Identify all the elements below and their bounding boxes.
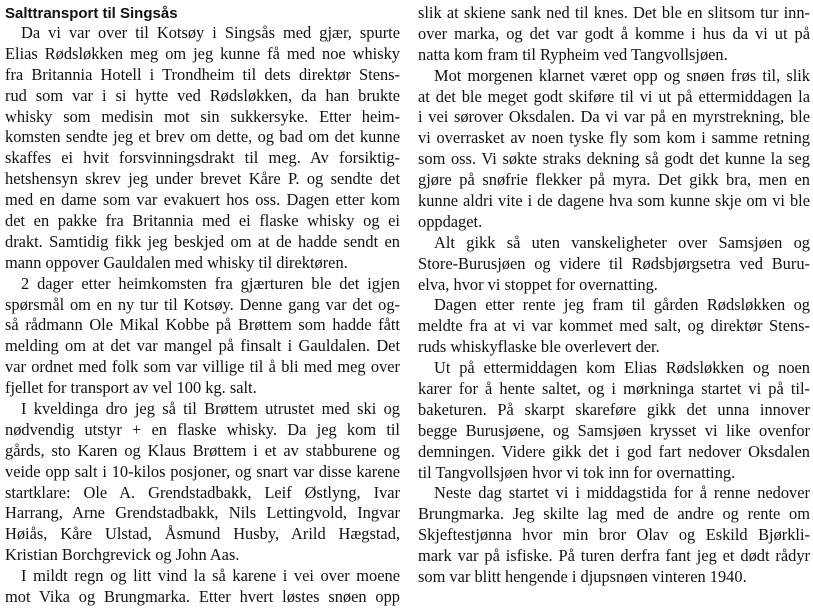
text-line: Brungmarka. Jeg skilte lag med de andre og rente om <box>418 504 810 524</box>
text-line: demningen. Videre gikk det i god fart nedover Oksdalen <box>418 441 810 461</box>
text-line: i vei sørover Oksdalen. Da vi var på en myrstrekning, ble <box>418 107 810 127</box>
text-line: kunne aldri vite i de dagene hva som kunne skje om vi ble <box>418 191 810 211</box>
text-line: Skjeftestjønna hvor min bror Olav og Eskild Bjørkli- <box>418 525 810 545</box>
text-line: meldte fra at vi var kommet med salt, og direktør Stens- <box>418 316 810 336</box>
text-line: med en dame som var evakuert hos oss. Dagen etter kom <box>5 190 400 210</box>
text-line: som var blitt hengende i djupsnøen vinteren 1940. <box>418 567 747 587</box>
text-line: Neste dag startet vi i middagstida for å renne nedover <box>434 483 810 503</box>
text-line: Dagen etter rente jeg fram til gården Rødsløkken og <box>434 295 810 315</box>
text-line: over marka, og det var godt å komme i hus da vi ut på <box>418 23 810 43</box>
text-line: Ut på ettermiddagen kom Elias Rødsløkken og noen <box>434 358 810 378</box>
text-line: skaffes ei hvit forsvinningsdrakt til meg. Av forsiktig- <box>5 148 400 168</box>
text-line: fjellet for transport av vel 100 kg. salt. <box>5 378 257 398</box>
text-line: så rådmann Ole Mikal Kobbe på Brøttem som hadde fått <box>5 315 400 335</box>
text-line: Alt gikk så uten vanskeligheter over Samsjøen og <box>434 232 810 252</box>
left-column <box>5 0 400 608</box>
text-line: drakt. Samtidig fikk jeg beskjed om at de hadde sendt en <box>5 231 400 251</box>
text-line: fra Britannia Hotell i Trondheim til dets direktør Stens- <box>5 64 400 84</box>
text-line: komsten sendte jeg et brev om dette, og bad om det kunne <box>5 127 400 147</box>
text-line: mann oppover Gauldalen med whisky til direktøren. <box>5 252 348 272</box>
text-line: mark var på isfiske. På turen derfra fant jeg et dødt rådyr <box>418 546 810 566</box>
text-line: var ordnet med folk som var villige til å bli med meg over <box>5 357 400 377</box>
right-column <box>418 0 810 588</box>
text-line: Høiås, Kåre Ulstad, Åsmund Husby, Arild Hægstad, <box>5 524 400 544</box>
text-line: Elias Rødsløkken meg om jeg kunne få med noe whisky <box>5 43 400 63</box>
text-line: elva, hvor vi stoppet for overnatting. <box>418 274 658 294</box>
right-column-text <box>418 3 810 588</box>
text-line: at det ble meget godt skiføre til vi ut på ettermiddagen la <box>418 86 810 106</box>
text-line: det en pakke fra Britannia med ei flaske whisky og ei <box>5 211 400 231</box>
text-line: gårds, sto Karen og Klaus Brøttem i et av stabburene og <box>5 440 400 460</box>
text-line: baketuren. På skarpt skareføre gikk det unna innover <box>418 399 810 419</box>
text-line: mot Vika og Brungmarka. Etter hvert løstes snøen opp <box>5 587 400 607</box>
text-line: oppdaget. <box>418 211 483 231</box>
text-line: Harrang, Arne Grendstadbakk, Nils Lettingvold, Ingvar <box>5 503 400 523</box>
text-line: karer for å hente saltet, og i mørkninga startet vi på til- <box>418 379 810 399</box>
text-line: nødvendig utstyr + en flaske whisky. Da jeg kom til <box>5 419 400 439</box>
left-column-text <box>5 23 400 608</box>
text-line: Mot morgenen klarnet været opp og snøen frøs til, slik <box>434 65 810 85</box>
text-line: veide opp salt i 10-kilos posjoner, og snart var disse karene <box>5 461 400 481</box>
text-line: vi overrasket av noen tyske fly som kom i samme retning <box>418 128 810 148</box>
text-line: whisky som medisin mot sin sukkersyke. Etter heim- <box>5 106 400 126</box>
text-line: til Tangvollsjøen hvor vi tok inn for overnatting. <box>418 462 736 482</box>
text-line: begge Burusjøene, og Samsjøen krysset vi like ovenfor <box>418 420 810 440</box>
text-line: Da vi var over til Kotsøy i Singsås med gjær, spurte <box>21 23 400 42</box>
text-line: ruds whiskyflaske ble overlevert der. <box>418 337 660 357</box>
text-line: gjøre på snøfrie flekker på myra. Det gikk bra, men en <box>418 170 810 190</box>
text-line: I kveldinga dro jeg så til Brøttem utrustet med ski og <box>21 399 400 419</box>
text-line: Kristian Borchgrevick og John Aas. <box>5 545 240 565</box>
text-line: hetshensyn skrev jeg under brevet Kåre P. og sendte det <box>5 169 400 189</box>
text-line: slik at skiene sank ned til knes. Det ble en slitsom tur inn- <box>418 3 810 22</box>
text-line: spørsmål om en ny tur til Kotsøy. Denne gang var det og- <box>5 294 400 314</box>
text-line: startklare: Ole A. Grendstadbakk, Leif Østlyng, Ivar <box>5 482 400 502</box>
text-line: natta kom fram til Rypheim ved Tangvollsjøen. <box>418 44 728 64</box>
text-line: I mildt regn og litt vind la så karene i vei over moene <box>21 566 400 586</box>
text-line: melding om at det var mangel på finsalt i Gauldalen. Det <box>5 336 400 356</box>
article-title: Salttransport til Singsås <box>5 5 178 22</box>
text-line: 2 dager etter heimkomsten fra gjærturen ble det igjen <box>21 273 400 293</box>
text-line: rud som var i si hytte ved Rødsløkken, da han brukte <box>5 85 400 105</box>
text-line: som oss. Vi søkte straks dekning så godt det kunne la seg <box>418 149 810 169</box>
text-line: Store-Burusjøen og videre til Rødsbjørgsetra ved Buru- <box>418 253 810 273</box>
